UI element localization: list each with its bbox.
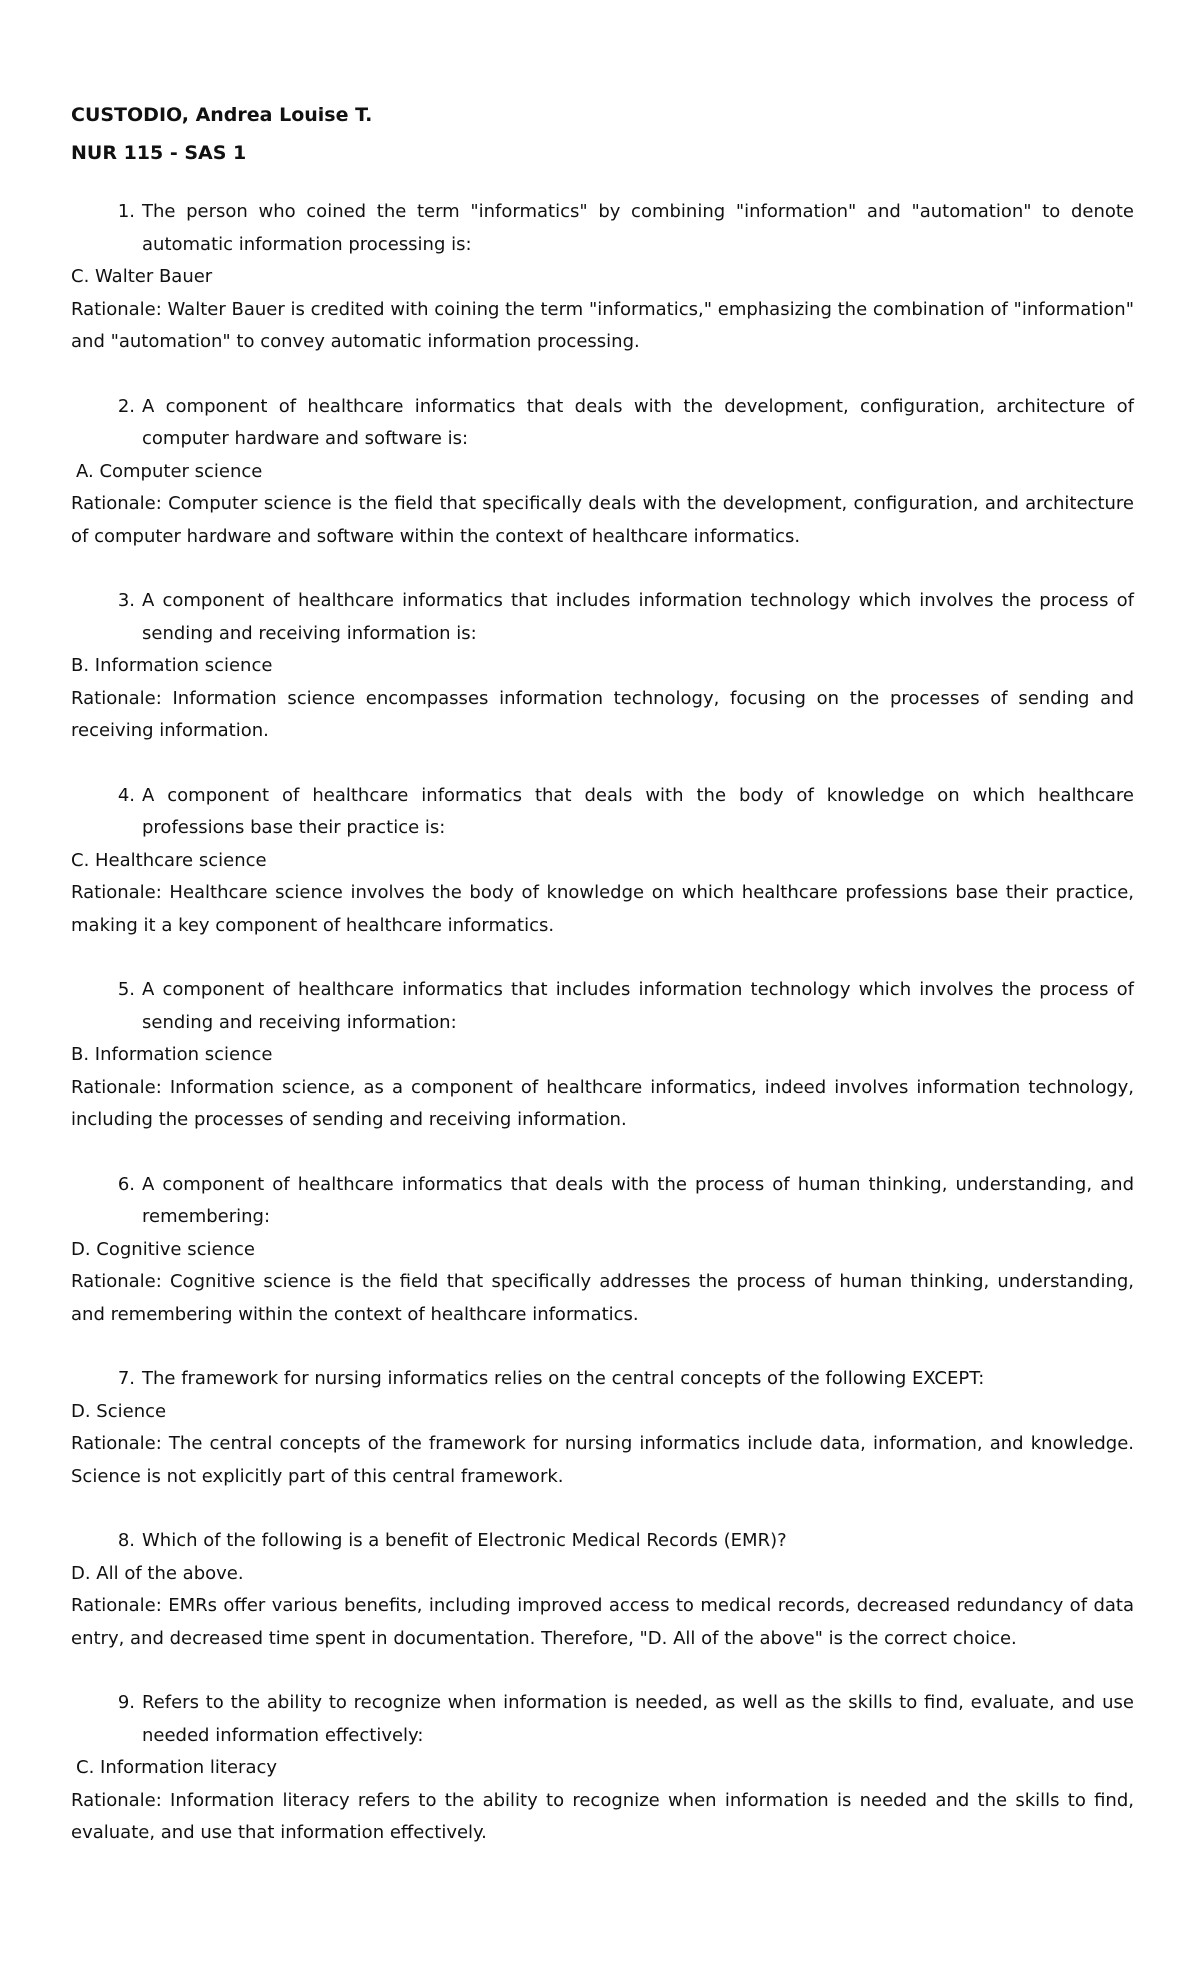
rationale-text: Rationale: Healthcare science involves the body of knowledge on which healthcare professions base their practice, making it a key component of healthcare informatics.	[71, 882, 1134, 936]
question-item-4	[71, 780, 1134, 943]
question-number: 2.	[117, 395, 135, 417]
question-item-8	[71, 1525, 1134, 1655]
question-body: A component of healthcare informatics that includes information technology which involves the process of sending and receiving information is:	[142, 590, 1134, 644]
question-body: A component of healthcare informatics that deals with the body of knowledge on which healthcare professions base their practice is:	[142, 784, 1134, 838]
question-text	[71, 974, 1134, 1039]
question-body: Which of the following is a benefit of Electronic Medical Records (EMR)?	[142, 1530, 787, 1551]
question-text	[71, 1525, 1134, 1558]
question-text	[71, 196, 1134, 261]
question-body: A component of healthcare informatics that includes information technology which involves the process of sending and receiving information:	[142, 979, 1134, 1033]
question-body: Refers to the ability to recognize when information is needed, as well as the skills to find, evaluate, and use needed information effectively:	[142, 1692, 1134, 1746]
question-item-9	[71, 1687, 1134, 1850]
question-list	[71, 196, 1134, 1850]
question-item-2	[71, 391, 1134, 554]
question-item-7	[71, 1363, 1134, 1493]
rationale-text: Rationale: Information science encompasses information technology, focusing on the processes of sending and receiving information.	[71, 687, 1134, 741]
question-item-6	[71, 1169, 1134, 1332]
answer-text: D. Cognitive science	[71, 1238, 255, 1260]
question-text	[71, 1169, 1134, 1234]
question-body: The person who coined the term "informatics" by combining "information" and "automation" to denote automatic information processing is:	[142, 201, 1134, 255]
question-body: A component of healthcare informatics that deals with the process of human thinking, understanding, and remembering:	[142, 1173, 1134, 1227]
question-text	[71, 585, 1134, 650]
question-item-5	[71, 974, 1134, 1137]
rationale-text: Rationale: EMRs offer various benefits, including improved access to medical records, decreased redundancy of data entry, and decreased time spent in documentation. Therefore, "D. All of the above" is the correct choice.	[71, 1595, 1134, 1649]
question-number: 8.	[117, 1530, 135, 1551]
question-body: The framework for nursing informatics relies on the central concepts of the following EXCEPT:	[142, 1368, 985, 1389]
answer-text: A. Computer science	[76, 460, 263, 482]
answer-text: C. Healthcare science	[71, 849, 267, 871]
question-item-1	[71, 196, 1134, 359]
question-number: 4.	[117, 784, 135, 806]
question-body: A component of healthcare informatics that deals with the development, configuration, architecture of computer hardware and software is:	[142, 395, 1134, 449]
question-text	[71, 780, 1134, 845]
rationale-text: Rationale: Cognitive science is the field that specifically addresses the process of human thinking, understanding, and remembering within the context of healthcare informatics.	[71, 1271, 1134, 1325]
question-number: 3.	[117, 590, 135, 611]
question-number: 6.	[117, 1173, 135, 1195]
question-number: 7.	[117, 1368, 135, 1389]
answer-text: B. Information science	[71, 655, 273, 676]
question-item-3	[71, 585, 1134, 748]
course-code: NUR 115 - SAS 1	[71, 142, 247, 164]
question-number: 1.	[117, 201, 135, 222]
rationale-text: Rationale: Computer science is the field that specifically deals with the development, configuration, and architecture of computer hardware and software within the context of healthcare informatics.	[71, 493, 1134, 547]
rationale-text: Rationale: The central concepts of the framework for nursing informatics include data, information, and knowledge. Science is not explicitly part of this central framework.	[71, 1433, 1134, 1487]
question-text	[71, 1363, 1134, 1396]
answer-text: D. All of the above.	[71, 1562, 244, 1584]
answer-text: D. Science	[71, 1400, 167, 1422]
question-number: 5.	[117, 979, 135, 1000]
question-text	[71, 1687, 1134, 1752]
answer-text: B. Information science	[71, 1044, 273, 1065]
student-name: CUSTODIO, Andrea Louise T.	[71, 104, 373, 126]
rationale-text: Rationale: Information science, as a component of healthcare informatics, indeed involves information technology, including the processes of sending and receiving information.	[71, 1076, 1134, 1130]
answer-text: C. Information literacy	[76, 1757, 278, 1778]
question-number: 9.	[117, 1692, 135, 1713]
rationale-text: Rationale: Walter Bauer is credited with coining the term "informatics," emphasizing the combination of "information" and "automation" to convey automatic information processing.	[71, 298, 1134, 352]
answer-text: C. Walter Bauer	[71, 266, 213, 287]
question-text	[71, 391, 1134, 456]
rationale-text: Rationale: Information literacy refers to the ability to recognize when information is needed and the skills to find, evaluate, and use that information effectively.	[71, 1789, 1134, 1843]
document-page	[71, 96, 1134, 1882]
